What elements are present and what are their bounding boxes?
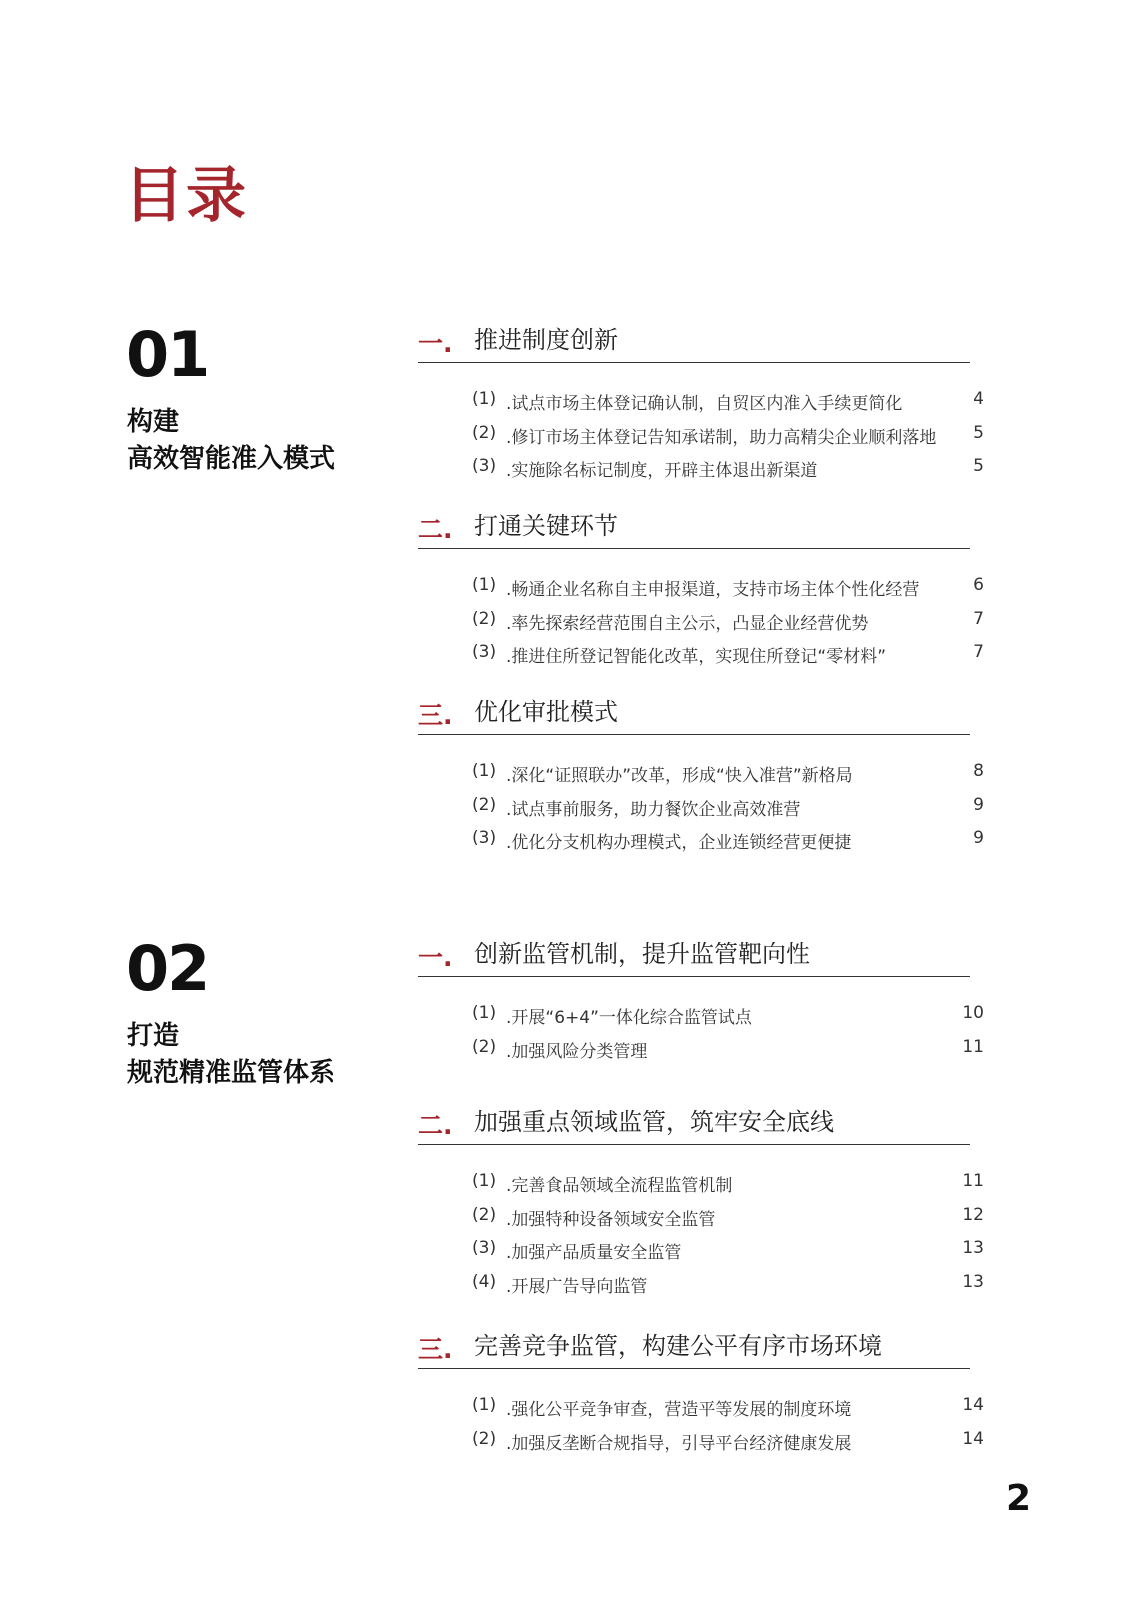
entry-text: .强化公平竞争审查，营造平等发展的制度环境: [506, 1400, 852, 1420]
entry-number: (1): [472, 1395, 497, 1415]
entry-number: (2): [472, 1428, 497, 1449]
entry-text: .深化“证照联办”改革，形成“快入准营”新格局: [506, 766, 853, 786]
page-title: 目录: [124, 161, 248, 231]
section-title: 加强重点领域监管，筑牢安全底线: [474, 1108, 834, 1136]
section-items: [472, 569, 984, 670]
entry-number: (2): [472, 1204, 497, 1225]
entry-text: .开展“6+4”一体化综合监管试点: [506, 1008, 752, 1028]
entry-number: (1): [472, 761, 497, 781]
entry-text: .率先探索经营范围自主公示，凸显企业经营优势: [506, 613, 869, 634]
entry-text: .试点事前服务，助力餐饮企业高效准营: [506, 799, 801, 820]
toc-entry[interactable]: [472, 997, 984, 1031]
toc-entry[interactable]: [472, 569, 984, 603]
entry-page: 5: [973, 456, 984, 476]
entry-page: 8: [973, 761, 984, 781]
entry-page: 9: [973, 828, 984, 848]
entry-number: (3): [472, 456, 497, 476]
section-numeral: 一.: [418, 943, 453, 972]
entry-page: 7: [973, 608, 984, 629]
toc-entry[interactable]: [472, 822, 984, 856]
part-label: [127, 1018, 335, 1092]
toc-section: [418, 1324, 988, 1454]
toc-entry[interactable]: [472, 603, 984, 637]
toc-entry[interactable]: [472, 1199, 984, 1233]
toc-entry[interactable]: [472, 383, 984, 417]
entry-number: (1): [472, 389, 497, 409]
entry-page: 14: [962, 1395, 984, 1415]
toc-entry[interactable]: [472, 417, 984, 451]
entry-number: (3): [472, 642, 497, 662]
entry-page: 14: [962, 1428, 984, 1449]
section-numeral: 三.: [418, 701, 453, 730]
entry-text: .开展广告导向监管: [506, 1276, 648, 1297]
toc-section: [418, 1100, 988, 1297]
entry-number: (1): [472, 575, 497, 595]
section-heading[interactable]: [418, 932, 970, 977]
section-title: 创新监管机制，提升监管靶向性: [474, 940, 810, 968]
entry-number: (2): [472, 422, 497, 443]
section-items: [472, 1389, 984, 1456]
section-heading[interactable]: [418, 504, 970, 549]
entry-page: 12: [962, 1204, 984, 1225]
entry-text: .修订市场主体登记告知承诺制，助力高精尖企业顺利落地: [506, 427, 937, 448]
section-numeral: 二.: [418, 515, 453, 544]
part-label-line-2: 高效智能准入模式: [127, 444, 336, 474]
entry-number: (2): [472, 608, 497, 629]
entry-page: 13: [962, 1238, 984, 1258]
entry-number: (1): [472, 1171, 497, 1191]
section-items: [472, 755, 984, 856]
entry-number: (2): [472, 794, 497, 815]
page-number: 2: [1006, 1478, 1032, 1519]
entry-page: 5: [973, 422, 984, 443]
toc-section: [418, 318, 988, 481]
entry-number: (2): [472, 1036, 497, 1057]
part-number: 02: [126, 932, 209, 1005]
part-label-line-2: 规范精准监管体系: [127, 1058, 336, 1088]
toc-section: [418, 504, 988, 667]
section-heading[interactable]: [418, 1100, 970, 1145]
entry-text: .加强特种设备领域安全监管: [506, 1209, 716, 1230]
toc-entry[interactable]: [472, 450, 984, 484]
toc-section: [418, 690, 988, 853]
section-heading[interactable]: [418, 690, 970, 735]
entry-text: .加强风险分类管理: [506, 1041, 648, 1062]
entry-text: .优化分支机构办理模式，企业连锁经营更便捷: [506, 833, 852, 853]
entry-number: (4): [472, 1271, 497, 1292]
entry-page: 9: [973, 794, 984, 815]
entry-number: (1): [472, 1003, 497, 1023]
entry-text: .推进住所登记智能化改革，实现住所登记“零材料”: [506, 647, 887, 667]
section-title: 完善竞争监管，构建公平有序市场环境: [474, 1332, 882, 1360]
entry-page: 10: [962, 1003, 984, 1023]
section-title: 打通关键环节: [474, 512, 618, 540]
toc-entry[interactable]: [472, 1266, 984, 1300]
entry-page: 6: [973, 575, 984, 595]
entry-number: (3): [472, 1238, 497, 1258]
section-numeral: 二.: [418, 1111, 453, 1140]
entry-page: 11: [962, 1171, 984, 1191]
section-heading[interactable]: [418, 318, 970, 363]
entry-text: .加强反垄断合规指导，引导平台经济健康发展: [506, 1433, 852, 1454]
section-items: [472, 383, 984, 484]
section-title: 优化审批模式: [474, 698, 618, 726]
toc-entry[interactable]: [472, 636, 984, 670]
part-label-line-1: 打造: [127, 1021, 180, 1051]
entry-text: .试点市场主体登记确认制，自贸区内准入手续更简化: [506, 394, 903, 414]
entry-page: 13: [962, 1271, 984, 1292]
toc-entry[interactable]: [472, 1423, 984, 1457]
entry-text: .完善食品领域全流程监管机制: [506, 1176, 733, 1196]
toc-entry[interactable]: [472, 1389, 984, 1423]
entry-number: (3): [472, 828, 497, 848]
section-title: 推进制度创新: [474, 326, 618, 354]
entry-text: .实施除名标记制度，开辟主体退出新渠道: [506, 461, 818, 481]
section-heading[interactable]: [418, 1324, 970, 1369]
toc-entry[interactable]: [472, 1031, 984, 1065]
part-label: [127, 404, 335, 478]
toc-entry[interactable]: [472, 1232, 984, 1266]
section-items: [472, 1165, 984, 1299]
toc-entry[interactable]: [472, 1165, 984, 1199]
section-items: [472, 997, 984, 1064]
part-label-line-1: 构建: [127, 407, 180, 437]
entry-text: .加强产品质量安全监管: [506, 1243, 682, 1263]
section-numeral: 三.: [418, 1335, 453, 1364]
entry-text: .畅通企业名称自主申报渠道，支持市场主体个性化经营: [506, 580, 920, 600]
entry-page: 4: [973, 389, 984, 409]
entry-page: 7: [973, 642, 984, 662]
part-number: 01: [126, 318, 209, 391]
toc-section: [418, 932, 988, 1062]
entry-page: 11: [962, 1036, 984, 1057]
section-numeral: 一.: [418, 329, 453, 358]
toc-entry[interactable]: [472, 789, 984, 823]
toc-entry[interactable]: [472, 755, 984, 789]
